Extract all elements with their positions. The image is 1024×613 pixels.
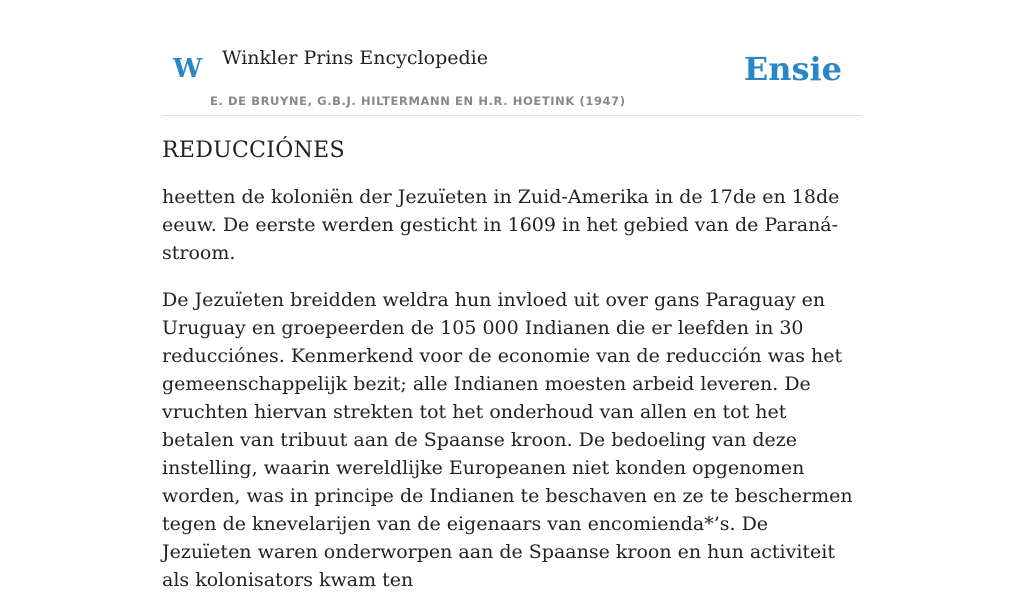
article-paragraph: heetten de koloniën der Jezuïeten in Zuid-Amerika in de 17de en 18de eeuw. De eerste werden gesticht in 1609 in het gebied van de Paraná-stroom. bbox=[162, 186, 840, 264]
article-headword: REDUCCIÓNES bbox=[162, 138, 345, 163]
page-header bbox=[162, 40, 862, 116]
article bbox=[162, 138, 862, 613]
ensie-brand-link[interactable]: Ensie bbox=[743, 50, 842, 88]
winkler-prins-logo[interactable]: W bbox=[173, 54, 203, 84]
article-paragraph: De Jezuïeten breidden weldra hun invloed uit over gans Paraguay en Uruguay en groepeerden de 105 000 Indianen die er leefden in 30 reducciónes. Kenmerkend voor de economie van de reducción was het gemeenschappelijk bezit; alle Indianen moesten arbeid leveren. De vruchten hiervan strekten tot het onderhoud van allen en tot het betalen van tribuut aan de Spaanse kroon. De bedoeling van deze instelling, waarin wereldlijke Europeanen niet konden opgenomen worden, was in principe de Indianen te beschaven en ze te beschermen tegen de knevelarijen van de eigenaars van encomienda*’s. De Jezuïeten waren onderworpen aan de Spaanse kroon en hun activiteit als kolonisators kwam ten bbox=[162, 289, 853, 591]
publication-title: Winkler Prins Encyclopedie bbox=[222, 47, 488, 69]
publication-authors: E. DE BRUYNE, G.B.J. HILTERMANN EN H.R. HOETINK (1947) bbox=[210, 94, 626, 108]
